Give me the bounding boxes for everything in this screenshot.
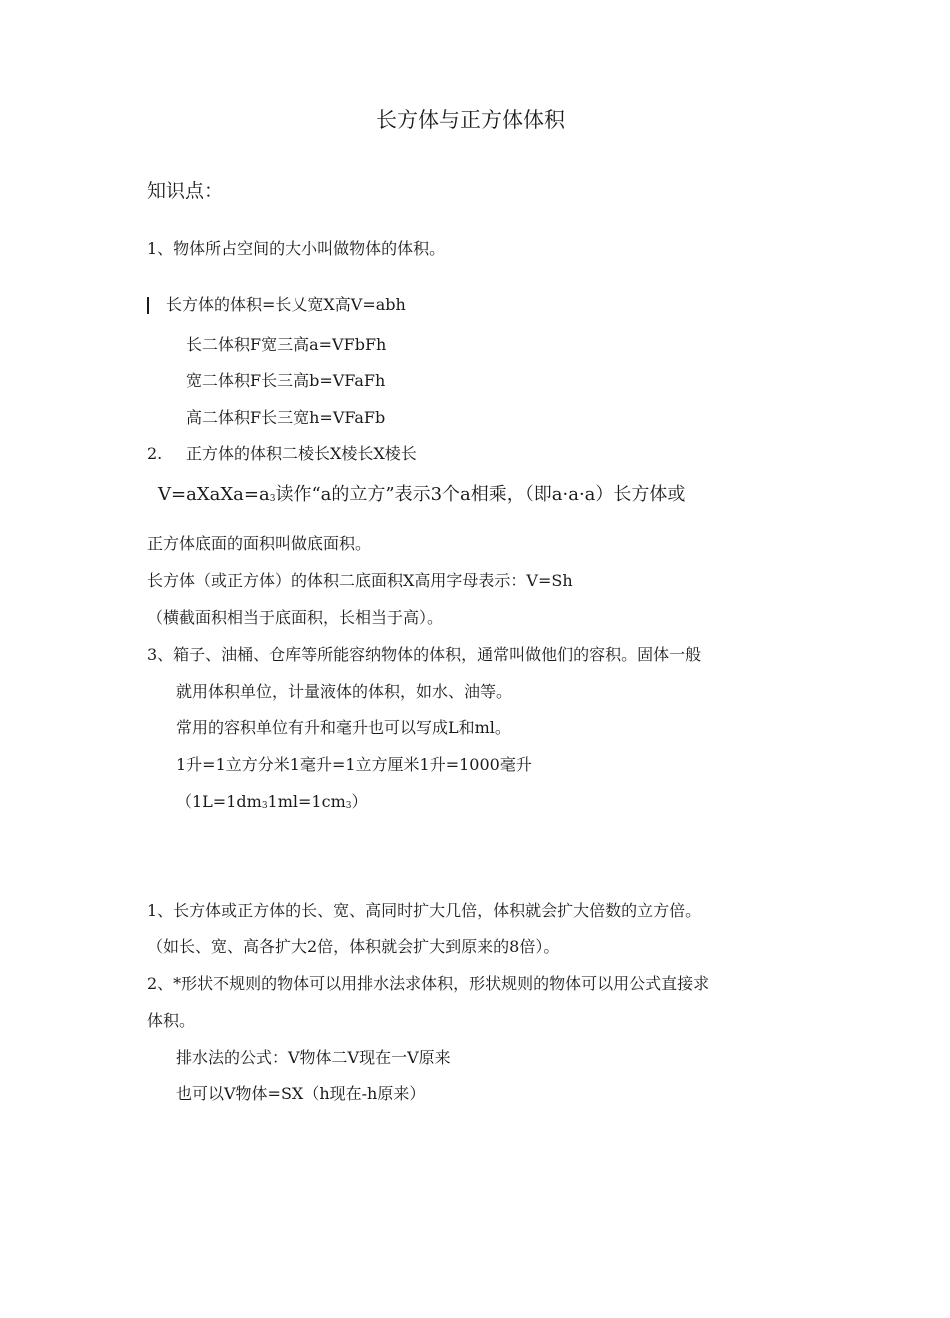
unit-milliliter: 1ml=1cm [267,792,346,811]
subscript-3a: 3 [261,801,268,811]
text-line-10: （横截面积相当于底面积，长相当于高）。 [147,608,444,627]
list-number-2: 2. [147,444,163,463]
text-line-16: 1、长方体或正方体的长、宽、高同时扩大几倍，体积就会扩大倍数的立方倍。 [147,901,702,920]
text-line-21: 也可以V物体=SX（h现在-h原来） [176,1084,426,1103]
text-line-1: 1、物体所占空间的大小叫做物体的体积。 [147,239,446,258]
text-line-6: 正方体的体积二棱长X棱长X棱长 [186,444,417,463]
formula-cube: V=aXaXa=a [158,484,270,505]
closing-paren: ） [351,792,368,811]
text-line-11: 3、箱子、油桶、仓库等所能容纳物体的体积，通常叫做他们的容积。固体一般 [147,645,702,664]
text-line-5: 高二体积F长三宽h=VFaFb [186,408,386,427]
text-line-3: 长二体积F宽三高a=VFbFh [186,335,387,354]
text-line-8: 正方体底面的面积叫做底面积。 [147,534,372,553]
subscript-3b: 3 [345,801,352,811]
page-title: 长方体与正方体体积 [376,108,565,132]
text-line-17: （如长、宽、高各扩大2倍，体积就会扩大到原来的8倍）。 [147,937,560,956]
text-line-4: 宽二体积F长三高b=VFaFh [186,371,386,390]
text-line-20: 排水法的公式：V物体二V现在一V原来 [176,1048,451,1067]
text-line-2: 长方体的体积=长乂宽X高V=abh [166,295,406,314]
section-heading: 知识点： [147,180,224,202]
text-line-15 [176,791,367,817]
text-line-9: 长方体（或正方体）的体积二底面积X高用字母表示：V=Sh [147,571,573,590]
text-line-14: 1升=1立方分米1毫升=1立方厘米1升=1000毫升 [176,755,532,774]
text-line-18: 2、*形状不规则的物体可以用排水法求体积，形状规则的物体可以用公式直接求 [147,974,710,993]
text-line-7 [158,484,685,510]
list-bullet-bar [147,297,149,314]
formula-cube-reading: 读作“a的立方”表示3个a相乘，（即a·a·a）长方体或 [275,484,686,505]
text-line-12: 就用体积单位，计量液体的体积，如水、油等。 [176,682,513,701]
text-line-19: 体积。 [147,1011,196,1030]
unit-liter: （1L=1dm [176,792,262,811]
superscript-3: 3 [269,494,276,504]
text-line-13: 常用的容积单位有升和毫升也可以写成L和ml。 [176,718,511,737]
